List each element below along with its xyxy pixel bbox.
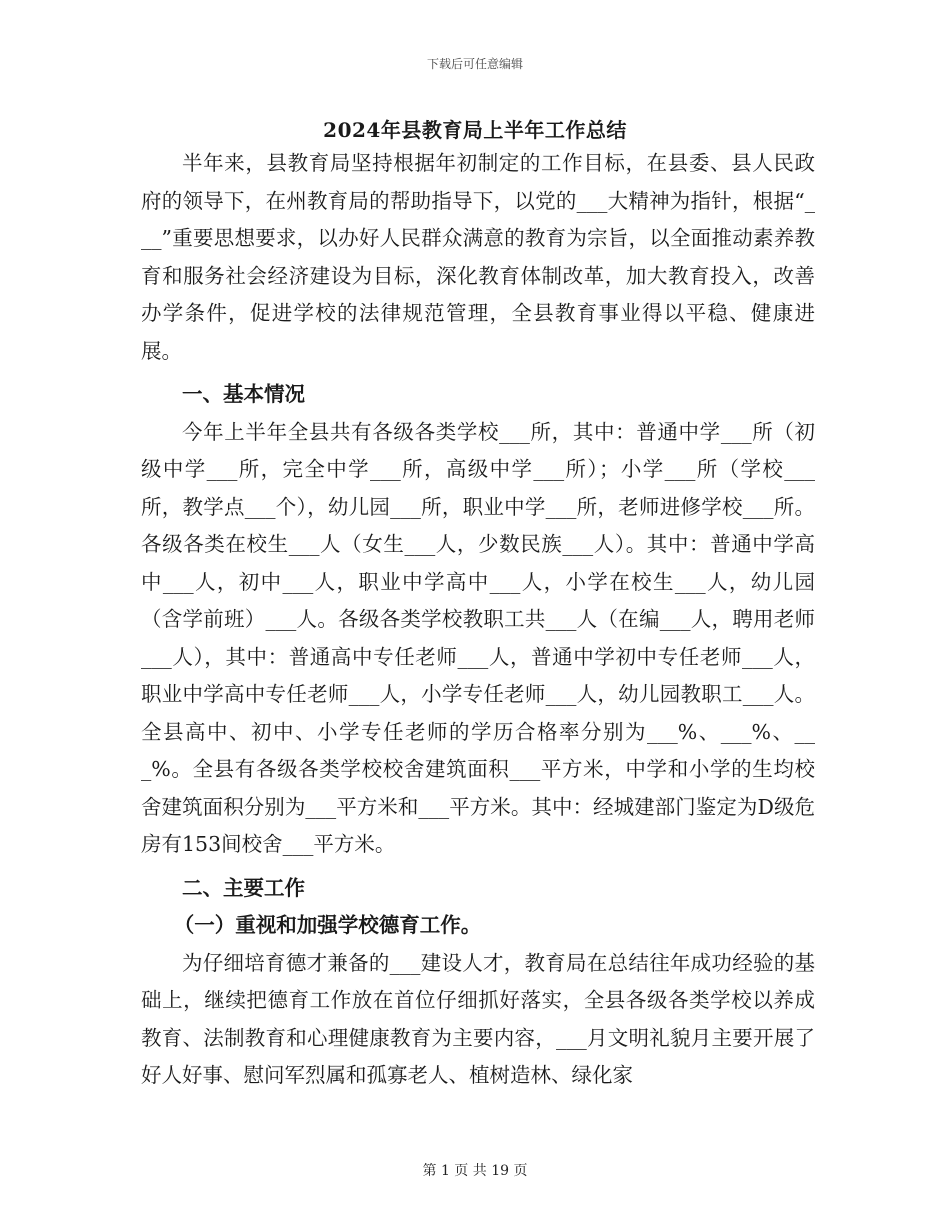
document-body <box>141 145 815 1095</box>
page-number-footer: 第 1 页 共 19 页 <box>422 1163 528 1179</box>
subsection-heading-moral-education: （一）重视和加强学校德育工作。 <box>173 913 482 937</box>
moral-education-paragraph: 为仔细培育德才兼备的___建设人才，教育局在总结往年成功经验的基础上，继续把德育工作放在首位仔细抓好落实，全县各级各类学校以养成教育、法制教育和心理健康教育为主要内容，___月文明礼貌月主要开展了好人好事、慰问军烈属和孤寡老人、植树造林、绿化家 <box>141 950 815 1087</box>
basic-situation-paragraph: 今年上半年全县共有各级各类学校___所，其中：普通中学___所（初级中学___所，完全中学___所，高级中学___所）；小学___所（学校___所，教学点___个），幼儿园___所，职业中学___所，老师进修学校___所。各级各类在校生___人（女生___人，少数民族___人）。其中：普通中学高中___人，初中___人，职业中学高中___人，小学在校生___人，幼儿园（含学前班）___人。各级各类学校教职工共___人（在编___人，聘用老师___人），其中：普通高中专任老师___人，普通中学初中专任老师___人，职业中学高中专任老师___人，小学专任老师___人，幼儿园教职工___人。全县高中、初中、小学专任老师的学历合格率分别为___%、___%、___%。全县有各级各类学校校舍建筑面积___平方米，中学和小学的生均校舍建筑面积分别为___平方米和___平方米。其中：经城建部门鉴定为D级危房有153间校舍___平方米。 <box>141 419 815 856</box>
header-note: 下载后可任意编辑 <box>426 57 523 71</box>
document-title: 2024年县教育局上半年工作总结 <box>323 118 627 142</box>
section-heading-basic-situation: 一、基本情况 <box>182 382 305 406</box>
intro-paragraph: 半年来，县教育局坚持根据年初制定的工作目标，在县委、县人民政府的领导下，在州教育局的帮助指导下，以党的___大精神为指针，根据“___”重要思想要求，以办好人民群众满意的教育为宗旨，以全面推动素养教育和服务社会经济建设为目标，深化教育体制改革，加大教育投入，改善办学条件，促进学校的法律规范管理，全县教育事业得以平稳、健康进展。 <box>141 151 815 363</box>
section-heading-main-work: 二、主要工作 <box>182 875 305 900</box>
